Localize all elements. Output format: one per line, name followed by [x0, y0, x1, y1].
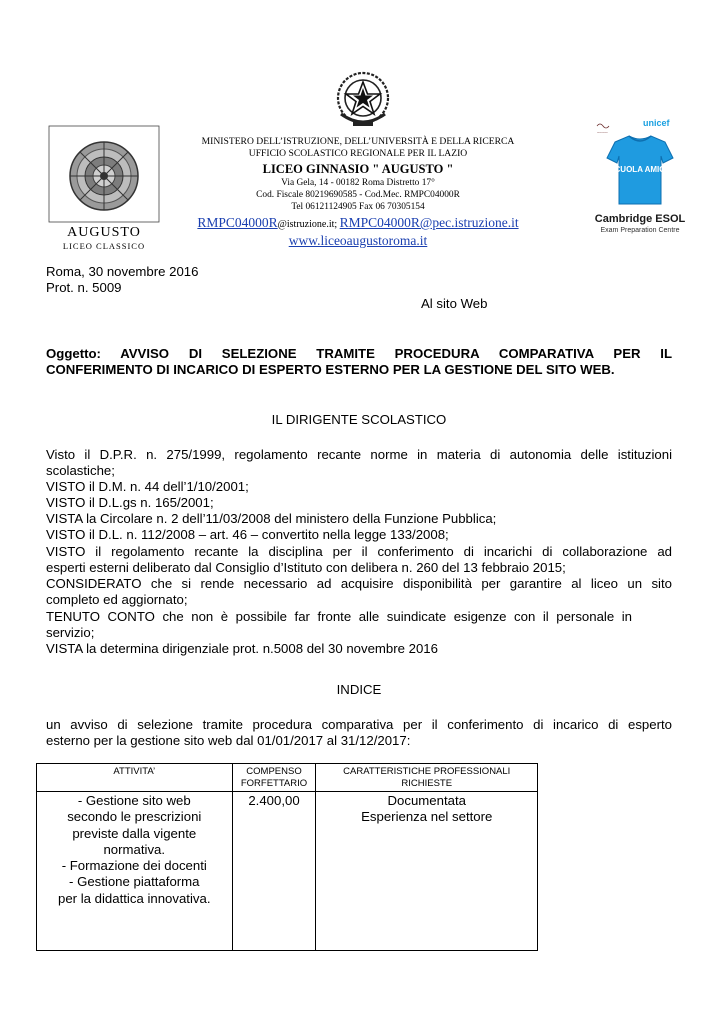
premise-8-line-1: TENUTO CONTO che non è possibile far fronte alle suindicate esigenze con il personale in [46, 609, 632, 624]
activity-table [36, 763, 538, 951]
scuola-amica-text: SCUOLA AMICA [609, 165, 671, 174]
school-emails [168, 215, 548, 233]
table-row [37, 792, 538, 951]
place-date: Roma, 30 novembre 2016 [46, 264, 199, 279]
indice-text-line-1: un avviso di selezione tramite procedura comparativa per il conferimento di incarico di esperto [46, 717, 672, 732]
email-istruzione-link[interactable]: RMPC04000R [197, 215, 278, 230]
premise-4: VISTA la Circolare n. 2 dell’11/03/2008 del ministero della Funzione Pubblica; [46, 511, 497, 526]
cambridge-esol-logo: Cambridge ESOL [594, 213, 686, 225]
email-istruzione-domain: @istruzione.it [277, 219, 335, 230]
subject-line-1: Oggetto: AVVISO DI SELEZIONE TRAMITE PROCEDURA COMPARATIVA PER IL [46, 346, 672, 361]
subject-line-2: CONFERIMENTO DI INCARICO DI ESPERTO ESTERNO PER LA GESTIONE DEL SITO WEB. [46, 362, 615, 377]
cambridge-esol-subtitle: Exam Preparation Centre [600, 227, 680, 234]
premise-6-line-1: VISTO il regolamento recante la disciplina per il conferimento di incarichi di collaborazione ad [46, 544, 672, 559]
indice-text-line-2: esterno per la gestione sito web dal 01/01/2017 al 31/12/2017: [46, 733, 411, 748]
premise-2: VISTO il D.M. n. 44 dell’1/10/2001; [46, 479, 249, 494]
premise-7-line-1: CONSIDERATO che si rende necessario ad acquisire disponibilità per garantire al liceo un sito [46, 576, 672, 591]
email-separator: ; [334, 219, 340, 230]
website-link[interactable]: www.liceoaugustoroma.it [288, 233, 428, 248]
school-name: LICEO GINNASIO " AUGUSTO " [262, 162, 454, 176]
activity-line: - Formazione dei docenti [61, 858, 207, 874]
school-phone: Tel 06121124905 Fax 06 70305154 [291, 202, 425, 212]
premise-1-line-2: scolastiche; [46, 463, 115, 478]
liceo-augusto-logo [45, 124, 163, 252]
partner-logos [585, 118, 695, 236]
school-codes: Cod. Fiscale 80219690585 - Cod.Mec. RMPC04000R [256, 190, 460, 200]
svg-text:~~~~~: ~~~~~ [597, 130, 608, 135]
premise-8-line-2: servizio; [46, 625, 95, 640]
ministry-name: MINISTERO DELL’ISTRUZIONE, DELL’UNIVERSITÀ E DELLA RICERCA [201, 136, 515, 147]
premise-7-line-2: completo ed aggiornato; [46, 592, 188, 607]
activity-line: - Gestione piattaforma [69, 874, 200, 890]
regional-office: UFFICIO SCOLASTICO REGIONALE PER IL LAZIO [248, 148, 468, 159]
protocol-number: Prot. n. 5009 [46, 280, 122, 295]
augusto-seal-icon [45, 124, 163, 224]
premise-9: VISTA la determina dirigenziale prot. n.5008 del 30 novembre 2016 [46, 641, 438, 656]
activity-line: per la didattica innovativa. [58, 890, 211, 906]
table-header-requirements: CARATTERISTICHE PROFESSIONALI RICHIESTE [316, 764, 538, 792]
premise-3: VISTO il D.L.gs n. 165/2001; [46, 495, 214, 510]
table-header-row [37, 764, 538, 792]
letterhead-text [168, 136, 548, 249]
scuola-amica-tshirt-icon [585, 118, 695, 210]
activity-line: previste dalla vigente [72, 825, 197, 841]
section-heading-indice: INDICE [336, 682, 382, 697]
requirements-line: Esperienza nel settore [361, 809, 493, 825]
activity-cell [37, 792, 233, 951]
letterhead [0, 0, 725, 260]
recipient: Al sito Web [421, 296, 488, 311]
email-pec-link[interactable]: RMPC04000R@pec.istruzione.it [339, 215, 519, 230]
left-logo-subtitle: LICEO CLASSICO [62, 241, 146, 251]
republic-emblem-icon [333, 70, 393, 132]
requirements-cell [316, 792, 538, 951]
premise-6-line-2: esperti esterni deliberato dal Consiglio d’Istituto con delibera n. 260 del 13 febbraio 2015; [46, 560, 566, 575]
table-header-activity: ATTIVITA’ [37, 764, 233, 792]
activity-line: secondo le prescrizioni [67, 809, 202, 825]
school-address: Via Gela, 14 - 00182 Roma Distretto 17° [281, 178, 435, 188]
table-header-compenso: COMPENSO FORFETTARIO [232, 764, 316, 792]
premise-1-line-1: Visto il D.P.R. n. 275/1999, regolamento recante norme in materia di autonomia delle istituzioni [46, 447, 672, 462]
requirements-line: Documentata [387, 793, 466, 808]
activity-line: - Gestione sito web [77, 793, 191, 808]
unicef-logo: unicef [643, 118, 670, 128]
activity-line: normativa. [103, 841, 166, 857]
compenso-cell: 2.400,00 [232, 792, 316, 951]
premise-5: VISTO il D.L. n. 112/2008 – art. 46 – convertito nella legge 133/2008; [46, 527, 449, 542]
left-logo-title: AUGUSTO [67, 225, 141, 240]
section-heading-dirigente: IL DIRIGENTE SCOLASTICO [271, 412, 447, 427]
